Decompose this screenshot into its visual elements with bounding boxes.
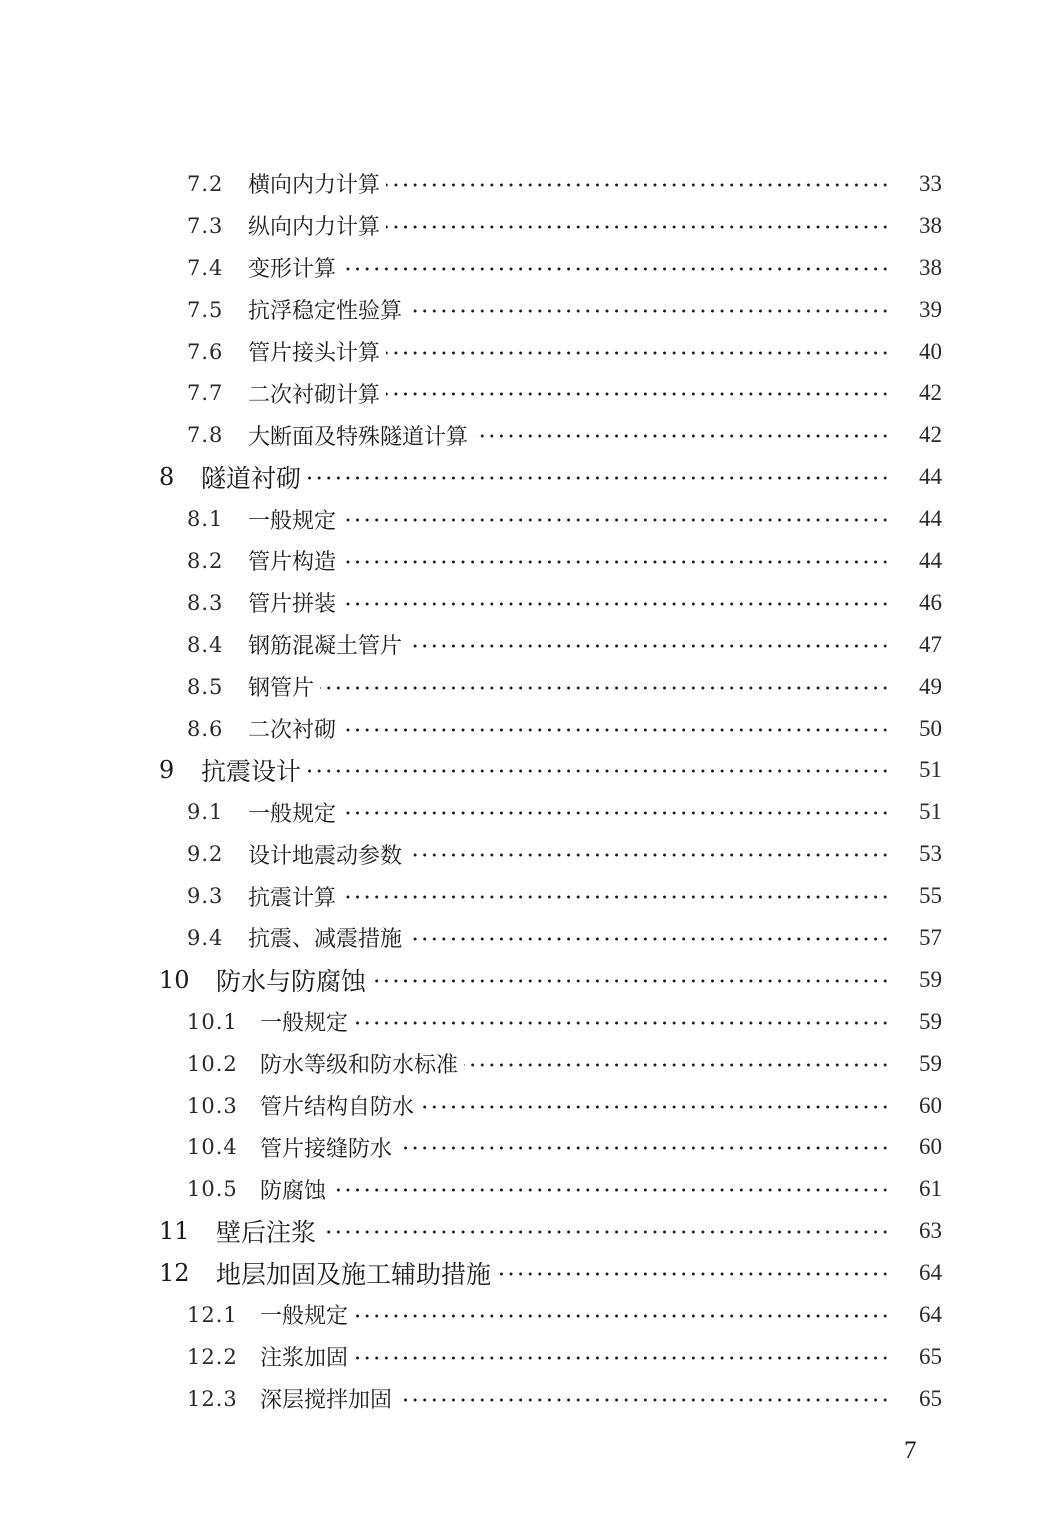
toc-section-entry[interactable] <box>0 1085 1063 1127</box>
toc-section-entry[interactable] <box>0 875 1063 917</box>
toc-entry-title: 横向内力计算 <box>248 173 381 199</box>
toc-section-entry[interactable] <box>0 833 1063 875</box>
dot-leader <box>386 350 890 356</box>
table-of-contents <box>0 163 1063 1420</box>
dot-leader <box>464 1062 890 1068</box>
toc-entry-number: 7.6 <box>187 339 224 364</box>
toc-entry-number: 11 <box>159 1217 190 1246</box>
toc-entry-title: 管片接缝防水 <box>260 1136 393 1162</box>
dot-leader <box>354 1020 890 1026</box>
dot-leader <box>408 852 890 858</box>
toc-entry-page: 64 <box>919 1260 942 1286</box>
toc-entry-page: 42 <box>919 380 942 406</box>
toc-section-entry[interactable] <box>0 414 1063 456</box>
toc-section-entry[interactable] <box>0 498 1063 540</box>
toc-entry-page: 64 <box>919 1301 942 1327</box>
toc-section-entry[interactable] <box>0 582 1063 624</box>
toc-entry-number: 10.2 <box>187 1051 238 1076</box>
toc-chapter-entry[interactable] <box>0 1210 1063 1252</box>
dot-leader <box>398 1397 890 1403</box>
toc-entry-number: 8.4 <box>187 632 224 657</box>
toc-entry-number: 10.1 <box>187 1009 238 1034</box>
dot-leader <box>320 685 890 691</box>
toc-entry-number: 9 <box>159 756 175 785</box>
toc-entry-title: 管片结构自防水 <box>260 1095 415 1121</box>
toc-entry-title: 二次衬砌计算 <box>248 382 381 408</box>
toc-entry-title: 抗浮稳定性验算 <box>248 299 403 325</box>
toc-chapter-entry[interactable] <box>0 456 1063 498</box>
toc-entry-page: 44 <box>919 547 942 573</box>
toc-entry-page: 49 <box>919 673 942 699</box>
dot-leader <box>342 894 890 900</box>
toc-section-entry[interactable] <box>0 540 1063 582</box>
toc-entry-page: 65 <box>919 1343 942 1369</box>
toc-entry-title: 管片构造 <box>248 550 337 576</box>
toc-entry-page: 57 <box>919 924 942 950</box>
toc-entry-page: 33 <box>919 170 942 196</box>
toc-entry-title: 防腐蚀 <box>260 1178 327 1204</box>
toc-entry-title: 地层加固及施工辅助措施 <box>216 1260 492 1290</box>
toc-entry-page: 60 <box>919 1134 942 1160</box>
toc-section-entry[interactable] <box>0 1126 1063 1168</box>
toc-section-entry[interactable] <box>0 163 1063 205</box>
toc-entry-page: 59 <box>919 1050 942 1076</box>
dot-leader <box>342 810 890 816</box>
toc-entry-title: 抗震、减震措施 <box>248 927 403 953</box>
toc-section-entry[interactable] <box>0 1336 1063 1378</box>
toc-section-entry[interactable] <box>0 331 1063 373</box>
dot-leader <box>342 517 890 523</box>
dot-leader <box>408 643 890 649</box>
dot-leader <box>398 1145 890 1151</box>
toc-entry-page: 51 <box>919 799 942 825</box>
toc-section-entry[interactable] <box>0 205 1063 247</box>
toc-entry-page: 60 <box>919 1092 942 1118</box>
toc-entry-page: 55 <box>919 883 942 909</box>
toc-entry-number: 8.3 <box>187 590 224 615</box>
toc-entry-page: 40 <box>919 338 942 364</box>
toc-entry-number: 12.1 <box>187 1302 238 1327</box>
toc-entry-number: 7.5 <box>187 297 224 322</box>
toc-entry-page: 61 <box>919 1176 942 1202</box>
toc-entry-title: 抗震计算 <box>248 885 337 911</box>
toc-entry-page: 42 <box>919 422 942 448</box>
toc-entry-number: 12 <box>159 1259 190 1288</box>
toc-entry-page: 44 <box>919 464 942 490</box>
toc-entry-title: 防水等级和防水标准 <box>260 1053 459 1079</box>
toc-entry-page: 47 <box>919 631 942 657</box>
toc-section-entry[interactable] <box>0 1168 1063 1210</box>
toc-entry-number: 8.6 <box>187 716 224 741</box>
toc-entry-page: 65 <box>919 1385 942 1411</box>
toc-entry-number: 10 <box>159 965 190 994</box>
dot-leader <box>474 433 890 439</box>
toc-entry-number: 7.8 <box>187 423 224 448</box>
toc-section-entry[interactable] <box>0 917 1063 959</box>
toc-entry-number: 7.2 <box>187 171 224 196</box>
toc-entry-title: 抗震设计 <box>201 757 302 787</box>
toc-section-entry[interactable] <box>0 1001 1063 1043</box>
dot-leader <box>342 559 890 565</box>
toc-entry-number: 10.3 <box>187 1093 238 1118</box>
toc-entry-number: 7.7 <box>187 381 224 406</box>
dot-leader <box>386 224 890 230</box>
dot-leader <box>307 475 890 481</box>
dot-leader <box>342 601 890 607</box>
toc-entry-page: 38 <box>919 212 942 238</box>
toc-entry-title: 一般规定 <box>248 801 337 827</box>
toc-entry-title: 二次衬砌 <box>248 718 337 744</box>
toc-entry-number: 8.2 <box>187 548 224 573</box>
toc-entry-title: 设计地震动参数 <box>248 843 403 869</box>
dot-leader <box>342 266 890 272</box>
toc-entry-title: 管片接头计算 <box>248 341 381 366</box>
toc-section-entry[interactable] <box>0 1043 1063 1085</box>
toc-entry-title: 深层搅拌加固 <box>260 1388 393 1414</box>
toc-entry-number: 9.4 <box>187 925 224 950</box>
toc-entry-title: 注浆加固 <box>260 1346 349 1372</box>
toc-entry-title: 钢管片 <box>248 676 315 702</box>
toc-entry-title: 纵向内力计算 <box>248 215 381 241</box>
toc-section-entry[interactable] <box>0 247 1063 289</box>
toc-entry-title: 一般规定 <box>260 1304 349 1330</box>
toc-entry-page: 63 <box>919 1218 942 1244</box>
toc-entry-page: 44 <box>919 506 942 532</box>
toc-entry-title: 隧道衬砌 <box>201 464 302 494</box>
dot-leader <box>354 1313 890 1319</box>
toc-entry-number: 7.4 <box>187 255 224 280</box>
toc-entry-number: 8 <box>159 463 175 492</box>
toc-entry-page: 50 <box>919 715 942 741</box>
toc-section-entry[interactable] <box>0 372 1063 414</box>
toc-entry-page: 59 <box>919 966 942 992</box>
toc-entry-number: 9.1 <box>187 800 224 825</box>
toc-section-entry[interactable] <box>0 666 1063 708</box>
toc-section-entry[interactable] <box>0 1378 1063 1420</box>
toc-section-entry[interactable] <box>0 791 1063 833</box>
page-number: 7 <box>904 1437 917 1464</box>
toc-entry-number: 9.2 <box>187 842 224 867</box>
toc-chapter-entry[interactable] <box>0 959 1063 1001</box>
toc-section-entry[interactable] <box>0 1294 1063 1336</box>
dot-leader <box>386 391 890 397</box>
dot-leader <box>332 1187 890 1193</box>
toc-entry-title: 管片拼装 <box>248 592 337 618</box>
dot-leader <box>408 308 890 314</box>
toc-entry-page: 46 <box>919 589 942 615</box>
toc-section-entry[interactable] <box>0 708 1063 750</box>
toc-entry-page: 59 <box>919 1008 942 1034</box>
toc-entry-number: 10.5 <box>187 1177 238 1202</box>
toc-entry-page: 53 <box>919 841 942 867</box>
toc-section-entry[interactable] <box>0 624 1063 666</box>
toc-entry-number: 12.2 <box>187 1344 238 1369</box>
dot-leader <box>372 978 890 984</box>
dot-leader <box>420 1104 890 1110</box>
toc-entry-title: 一般规定 <box>260 1011 349 1037</box>
dot-leader <box>497 1271 890 1277</box>
dot-leader <box>322 1229 890 1235</box>
toc-entry-number: 7.3 <box>187 213 224 238</box>
toc-chapter-entry[interactable] <box>0 1252 1063 1294</box>
dot-leader <box>342 727 890 733</box>
toc-entry-page: 39 <box>919 296 942 322</box>
toc-entry-page: 51 <box>919 757 942 783</box>
toc-entry-title: 变形计算 <box>248 257 337 283</box>
toc-entry-title: 大断面及特殊隧道计算 <box>248 424 469 450</box>
toc-entry-title: 钢筋混凝土管片 <box>248 634 403 660</box>
toc-entry-number: 9.3 <box>187 884 224 909</box>
dot-leader <box>386 182 890 188</box>
dot-leader <box>408 936 890 942</box>
toc-entry-number: 8.1 <box>187 507 224 532</box>
toc-entry-number: 12.3 <box>187 1386 238 1411</box>
toc-entry-page: 38 <box>919 254 942 280</box>
dot-leader <box>307 768 890 774</box>
toc-entry-title: 壁后注浆 <box>216 1218 317 1248</box>
toc-entry-title: 一般规定 <box>248 508 337 534</box>
toc-section-entry[interactable] <box>0 289 1063 331</box>
toc-chapter-entry[interactable] <box>0 749 1063 791</box>
toc-entry-title: 防水与防腐蚀 <box>216 966 367 996</box>
toc-entry-number: 8.5 <box>187 674 224 699</box>
dot-leader <box>354 1355 890 1361</box>
toc-entry-number: 10.4 <box>187 1135 238 1160</box>
